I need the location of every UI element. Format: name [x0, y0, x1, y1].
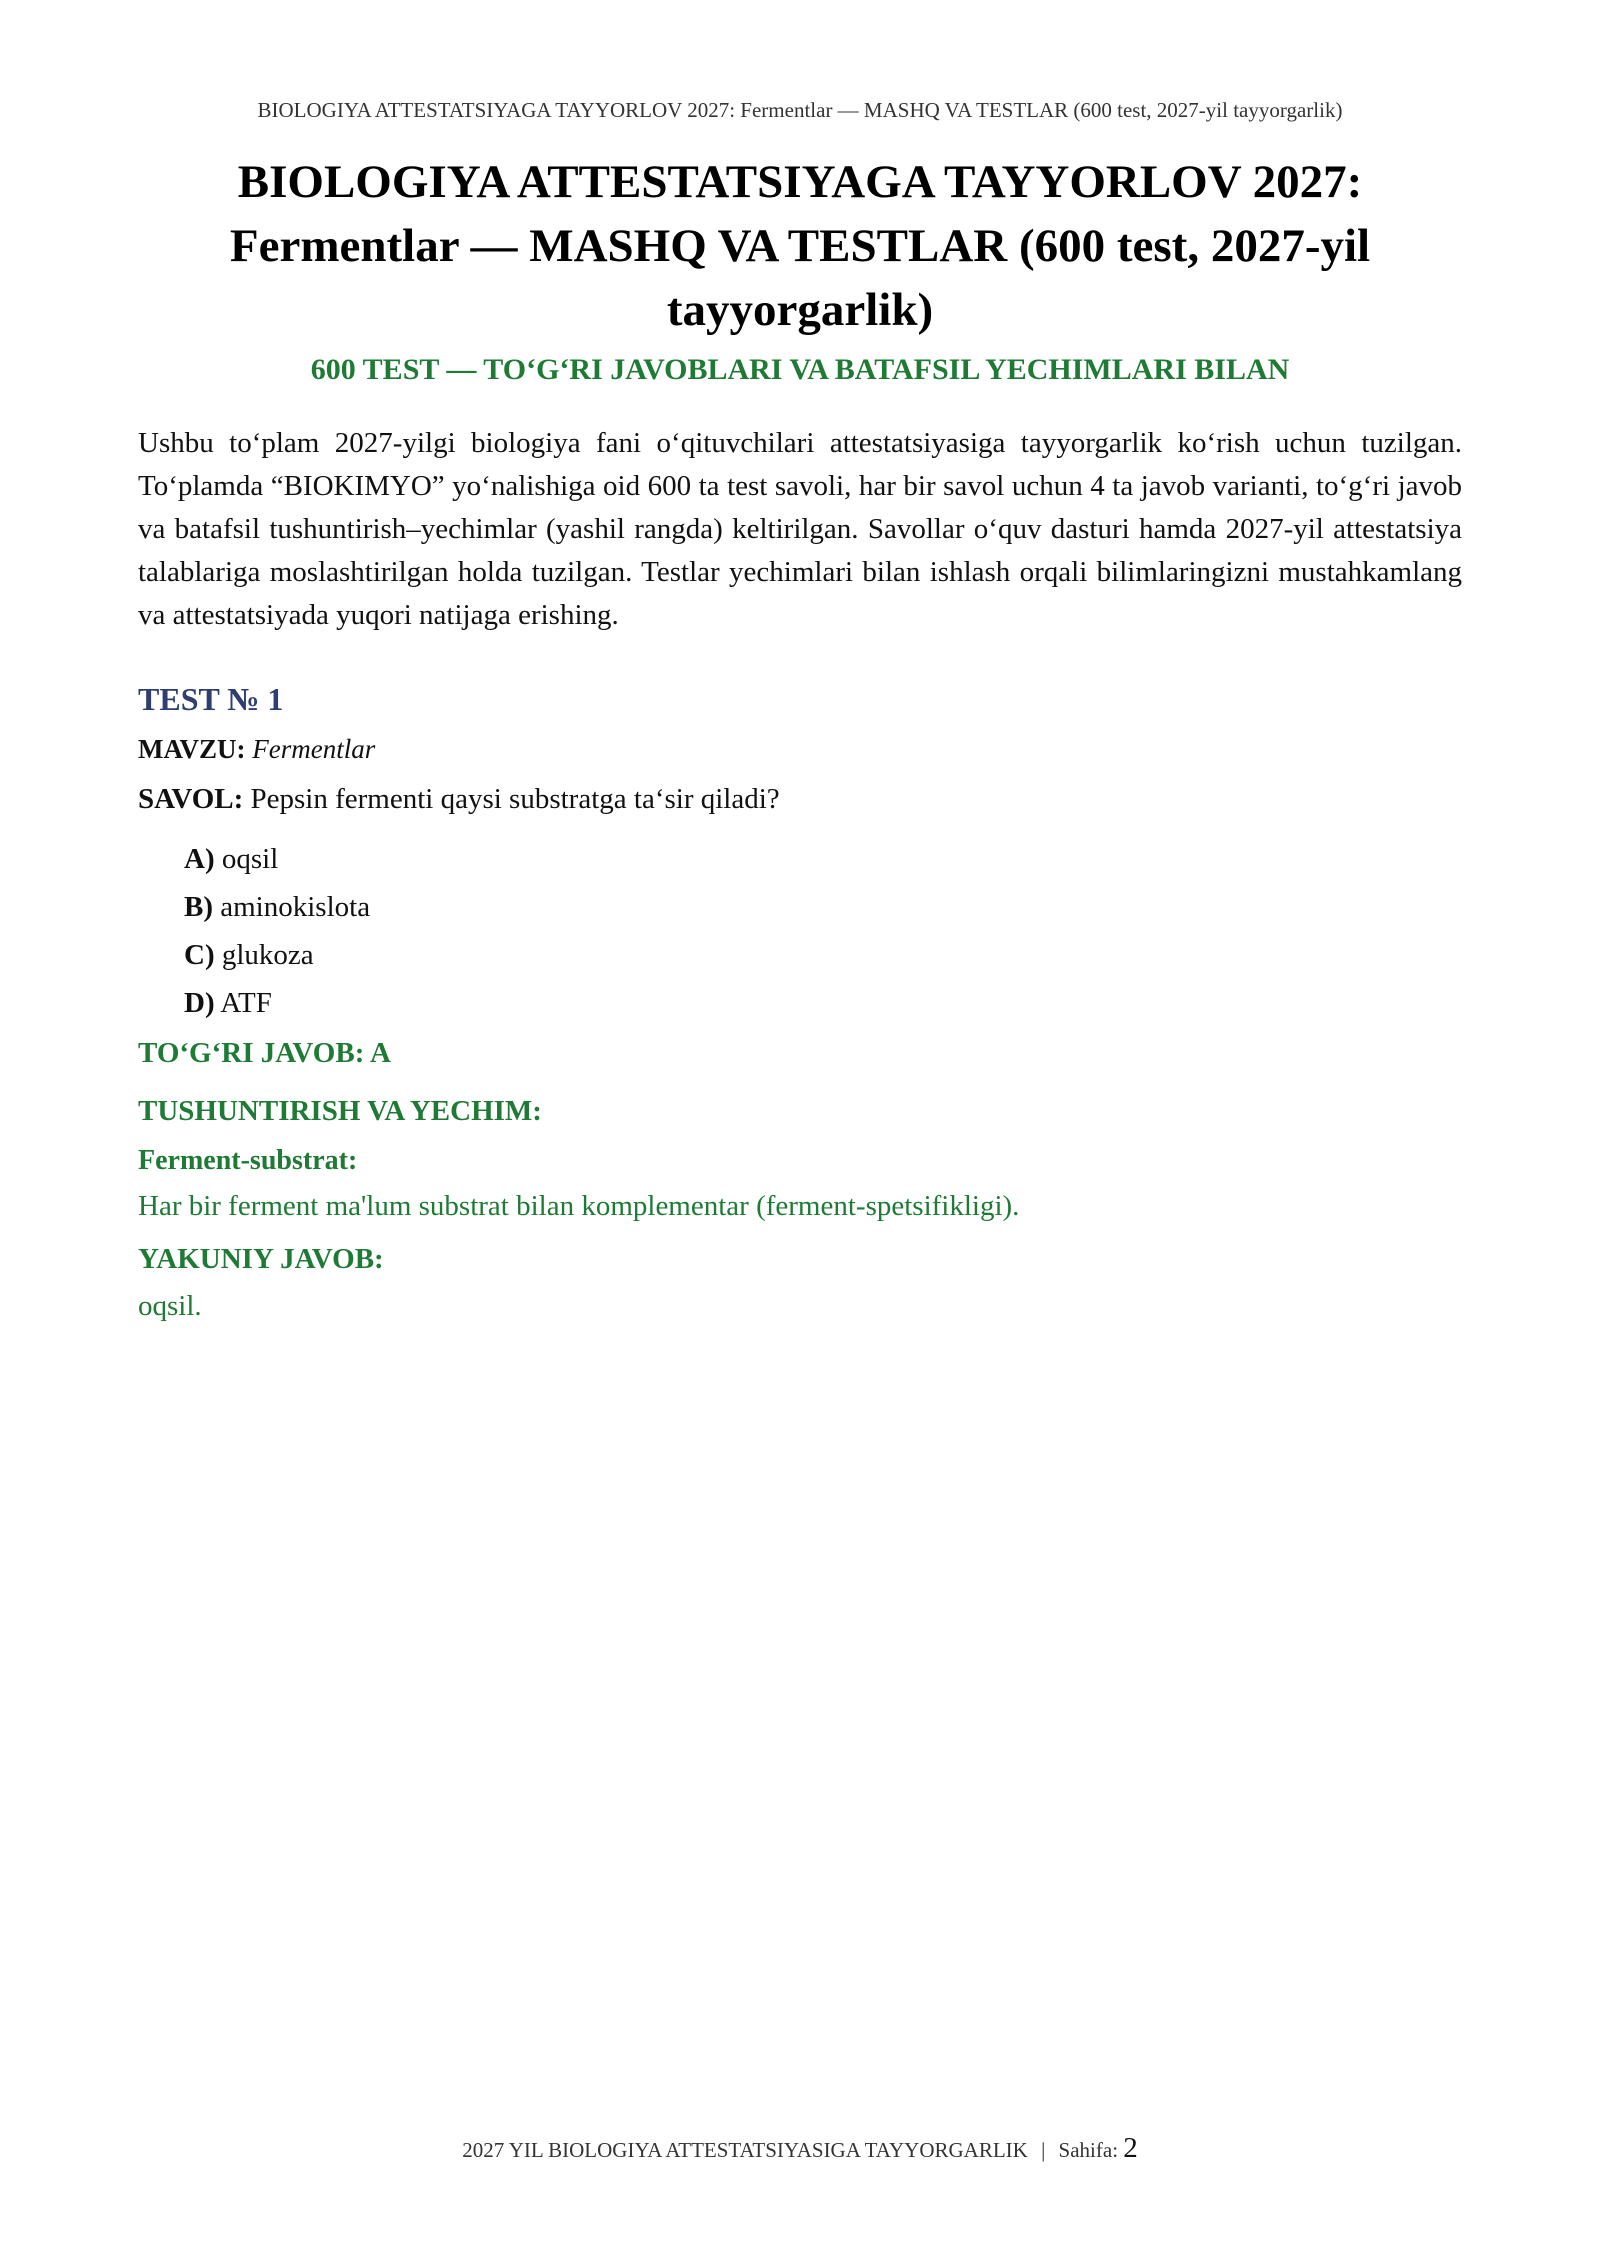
test-heading: TEST № 1: [138, 681, 284, 717]
document-title: BIOLOGIYA ATTESTATSIYAGA TAYYORLOV 2027: Fermentlar — MASHQ VA TESTLAR (600 test, 2027-yil tayyorgarlik): [229, 156, 1371, 336]
explanation-text: Har bir ferment ma'lum substrat bilan komplementar (ferment-spetsifikligi).: [138, 1190, 1020, 1222]
option-c: [184, 931, 1462, 979]
running-header: BIOLOGIYA ATTESTATSIYAGA TAYYORLOV 2027: Fermentlar — MASHQ VA TESTLAR (600 test, 2027-yil tayyorgarlik): [257, 98, 1343, 122]
answer-options: [184, 835, 1462, 1027]
option-letter: B): [184, 891, 213, 923]
final-answer-heading: YAKUNIY JAVOB:: [138, 1243, 384, 1275]
test-block: [138, 677, 1462, 1327]
topic-value: Fermentlar: [252, 734, 376, 764]
page-number: 2: [1123, 2132, 1138, 2164]
page-content: [138, 150, 1462, 1327]
option-letter: A): [184, 843, 215, 875]
intro-paragraph: Ushbu to‘plam 2027-yilgi biologiya fani o‘qituvchilari attestatsiyasiga tayyorgarlik ko‘rish uchun tuzilgan. To‘plamda “BIOKIMYO” yo‘nalishiga oid 600 ta test savoli, har bir savol uchun 4 ta javob varianti, to‘g‘ri javob va batafsil tushuntirish–yechimlar (yashil rangda) keltirilgan. Savollar o‘quv dasturi hamda 2027-yil attestatsiya talablariga moslashtirilgan holda tuzilgan. Testlar yechimlari bilan ishlash orqali bilimlaringizni mustahkamlang va attestatsiyada yuqori natijaga erishing.: [138, 427, 1462, 631]
option-text: glukoza: [221, 939, 314, 971]
option-text: oqsil: [221, 843, 279, 875]
final-answer: oqsil.: [138, 1290, 202, 1322]
footer-separator: |: [1041, 2138, 1046, 2162]
question-label: SAVOL:: [138, 783, 244, 815]
option-b: [184, 883, 1462, 931]
option-letter: C): [184, 939, 215, 971]
explanation-subheading: Ferment-substrat:: [138, 1145, 358, 1176]
question-text: Pepsin fermenti qaysi substratga ta‘sir qiladi?: [250, 783, 780, 815]
option-text: ATF: [220, 987, 272, 1019]
correct-answer: TO‘G‘RI JAVOB: A: [138, 1037, 391, 1069]
document-subtitle: 600 TEST — TO‘G‘RI JAVOBLARI VA BATAFSIL YECHIMLARI BILAN: [310, 353, 1290, 386]
option-a: [184, 835, 1462, 883]
page-label: Sahifa:: [1058, 2138, 1119, 2162]
explanation-heading: TUSHUNTIRISH VA YECHIM:: [138, 1095, 542, 1127]
option-letter: D): [184, 987, 215, 1019]
topic-line: [138, 729, 1462, 769]
question-line: [138, 779, 1462, 819]
footer-text: 2027 YIL BIOLOGIYA ATTESTATSIYASIGA TAYYORGARLIK: [462, 2138, 1028, 2162]
topic-label: MAVZU:: [138, 734, 246, 764]
page-footer: [0, 2132, 1600, 2165]
option-d: [184, 979, 1462, 1027]
option-text: aminokislota: [220, 891, 371, 923]
